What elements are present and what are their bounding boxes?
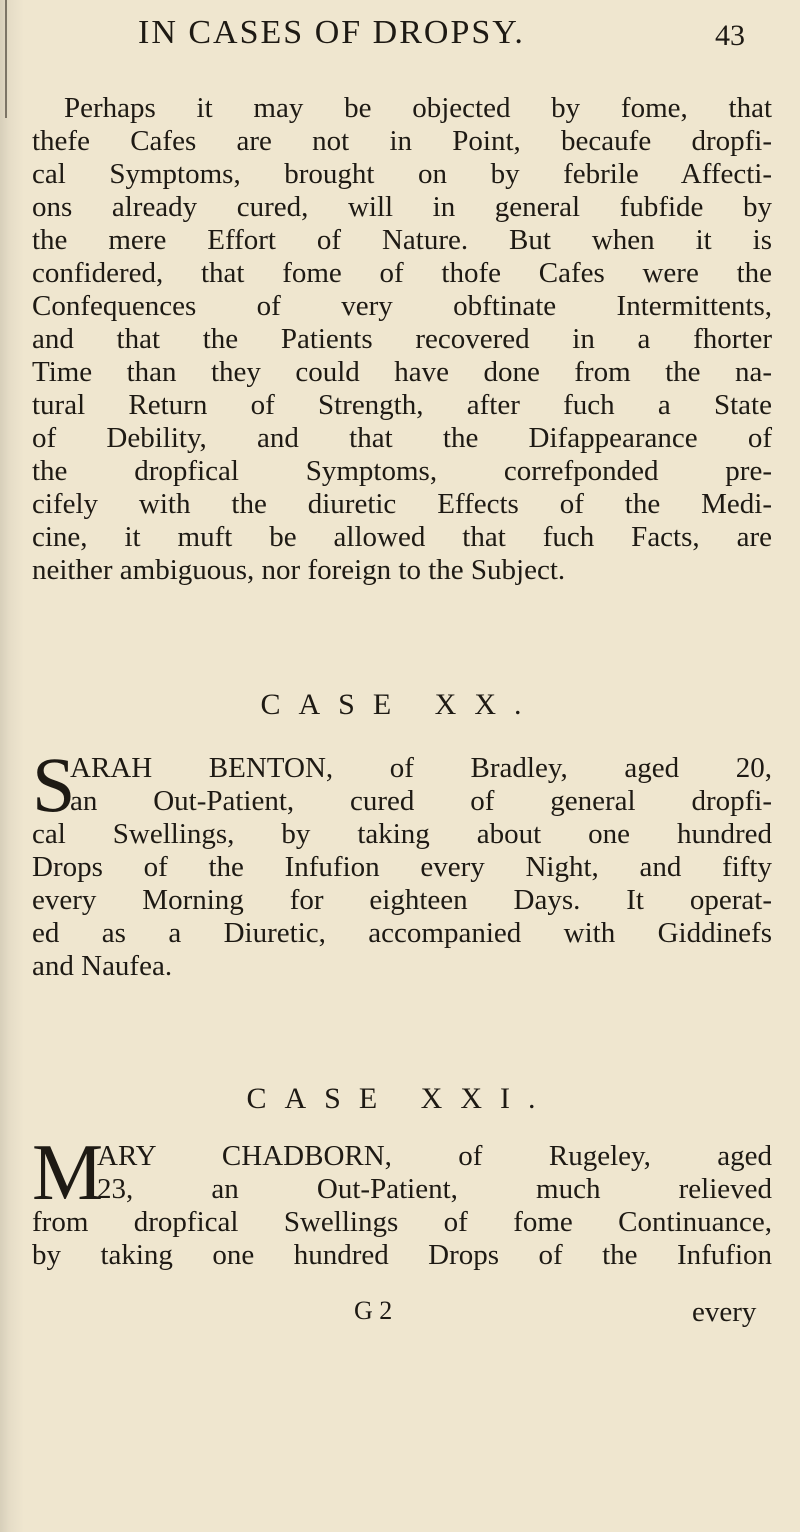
text-line: cifely with the diuretic Effects of the Medi- — [32, 488, 772, 520]
text-line: and Naufea. — [32, 950, 173, 982]
text-line: Drops of the Infufion every Night, and fifty — [32, 851, 772, 883]
drop-cap: M — [32, 1129, 104, 1217]
catchword: every — [692, 1296, 757, 1328]
page-number: 43 — [715, 19, 745, 52]
text-line: ARAH BENTON, of Bradley, aged 20, — [70, 752, 772, 784]
case-heading-xxi: CASE XXI. — [246, 1082, 554, 1115]
running-head — [0, 14, 800, 64]
case-heading-xx: CASE XX. — [260, 688, 540, 721]
paragraph-objection — [32, 92, 772, 587]
text-line: by taking one hundred Drops of the Infufion — [32, 1239, 772, 1271]
text-line: the mere Effort of Nature. But when it is — [32, 224, 772, 256]
text-line: from dropfical Swellings of fome Continuance, — [32, 1206, 772, 1238]
text-line: and that the Patients recovered in a fhorter — [32, 323, 772, 355]
case-xxi-paragraph — [32, 1129, 772, 1272]
text-line: Time than they could have done from the na- — [32, 356, 772, 388]
text-line: cal Swellings, by taking about one hundred — [32, 818, 772, 850]
text-line: the dropfical Symptoms, correfponded pre- — [32, 455, 772, 487]
text-line: cal Symptoms, brought on by febrile Affecti- — [32, 158, 772, 190]
text-line: thefe Cafes are not in Point, becaufe dropfi- — [32, 125, 772, 157]
text-line: 23, an Out-Patient, much relieved — [97, 1173, 772, 1205]
case-xx-paragraph — [32, 741, 772, 983]
text-line: an Out-Patient, cured of general dropfi- — [70, 785, 772, 817]
text-line: every Morning for eighteen Days. It operat- — [32, 884, 772, 916]
signature-mark: G 2 — [354, 1296, 393, 1325]
running-title: IN CASES OF DROPSY. — [138, 14, 525, 51]
text-line: ARY CHADBORN, of Rugeley, aged — [97, 1140, 772, 1172]
text-line: ons already cured, will in general fubfide by — [32, 191, 772, 223]
drop-cap: S — [32, 741, 76, 828]
text-line: of Debility, and that the Difappearance of — [32, 422, 772, 454]
text-line: tural Return of Strength, after fuch a State — [32, 389, 772, 421]
text-line: ed as a Diuretic, accompanied with Giddinefs — [32, 917, 772, 949]
text-line: confidered, that fome of thofe Cafes were the — [32, 257, 772, 289]
text-line: Perhaps it may be objected by fome, that — [64, 92, 772, 124]
text-line: Confequences of very obftinate Intermittents, — [32, 290, 772, 322]
text-line: neither ambiguous, nor foreign to the Subject. — [32, 554, 566, 586]
text-line: cine, it muft be allowed that fuch Facts, are — [32, 521, 772, 553]
page-footer — [0, 1296, 800, 1332]
